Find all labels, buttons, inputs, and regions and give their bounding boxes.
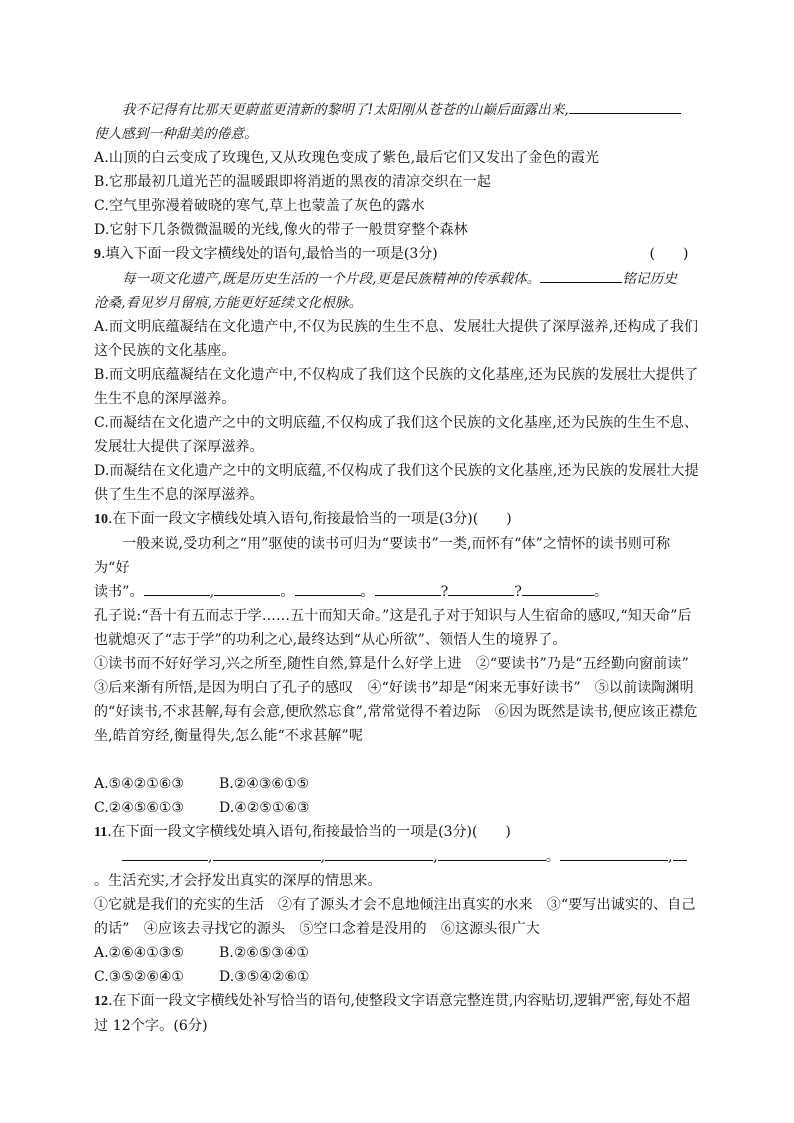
answer-blank[interactable] [214,581,280,596]
answer-blank[interactable] [375,581,441,596]
q10-stem: 10.在下面一段文字横线处填入语句,衔接最恰当的一项是(3分)( ) [94,511,512,527]
q12-stem-cont: 过 12个字。(6分) [94,1018,208,1034]
answer-blank[interactable] [673,846,687,861]
q9-stem: ( ) 9.填入下面一段文字横线处的语句,最恰当的一项是(3分) [94,242,699,267]
q8-option-a[interactable]: A.山顶的白云变成了玫瑰色,又从玫瑰色变成了紫色,最后它们又发出了金色的霞光 [94,150,600,166]
q11-options-row1 [94,941,699,965]
exam-page [94,98,699,1038]
q12-stem: 12.在下面一段文字横线处补写恰当的语句,使整段文字语意完整连贯,内容贴切,逻辑严密,每处不超 [94,993,691,1009]
q11-item-line: 的话” ④应该去寻找它的源头 ⑤空口念着是没用的 ⑥这源头很广大 [94,921,540,937]
answer-blank[interactable] [295,581,361,596]
answer-blank[interactable] [569,99,681,114]
question-number: 10 [94,512,108,527]
q11-passage-line1: , , , 。 , [94,845,699,869]
q9-passage: 每一项文化遗产,既是历史生活的一个片段,更是民族精神的传承载体。 铭记历史 [94,267,699,291]
q10-option-b[interactable]: B.②④③⑥①⑤ [219,776,310,792]
q11-option-b[interactable]: B.②⑥⑤③④① [219,945,310,961]
q10-passage-line4: 也就熄灭了“志于学”的功利之心,最终达到“从心所欲”、领悟人生的境界了。 [94,632,567,648]
answer-blank[interactable] [144,581,210,596]
q11-option-a[interactable]: A.②⑥④①③⑤ [94,945,184,961]
answer-paren[interactable]: ( ) [649,246,689,262]
q9-passage-end: 沧桑,看见岁月留痕,方能更好延续文化根脉。 [94,295,363,311]
q9-option-c[interactable]: C.而凝结在文化遗产之中的文明底蕴,不仅构成了我们这个民族的文化基座,还为民族的生生不息、 [94,415,699,431]
q9-option-c-cont: 发展壮大提供了深厚滋养。 [94,439,264,455]
q11-passage-line2: 。生活充实,才会抒发出真实的深厚的情思来。 [94,873,382,889]
q8-option-d[interactable]: D.它射下几条微微温暖的光线,像火的带子一般贯穿整个森林 [94,222,468,238]
q9-option-a-cont: 这个民族的文化基座。 [94,343,236,359]
q10-passage-line1: 一般来说,受功利之“用”驱使的读书可归为“要读书”一类,而怀有“体”之情怀的读书则可称为“好 [94,536,671,576]
answer-blank[interactable] [560,846,668,861]
q9-option-b[interactable]: B.而文明底蕴凝结在文化遗产中,不仅构成了我们这个民族的文化基座,还为民族的发展壮大提供了 [94,367,699,383]
q10-item-line: 的“好读书,不求甚解,每有会意,便欣然忘食”,常常觉得不着边际 ⑥因为既然是读书,便应该正襟危 [94,704,698,720]
q10-option-d[interactable]: D.④②⑤①⑥③ [219,800,310,816]
q11-option-d[interactable]: D.③⑤④②⑥① [219,969,310,985]
q10-item-line: ①读书而不好好学习,兴之所至,随性自然,算是什么好学上进 ②“要读书”乃是“五经勤向窗前读” [94,656,689,672]
q8-passage-end: 使人感到一种甜美的倦意。 [94,126,258,142]
q9-option-d[interactable]: D.而凝结在文化遗产之中的文明底蕴,不仅构成了我们这个民族的文化基座,还为民族的发展壮大提 [94,463,699,479]
q11-item-line: ①它就是我们的充实的生活 ②有了源头才会不息地倾注出真实的水来 ③“要写出诚实的、自己 [94,897,696,913]
q9-option-b-cont: 生生不息的深厚滋养。 [94,391,236,407]
q11-options-row2 [94,965,699,989]
answer-blank[interactable] [438,846,546,861]
q8-passage: 我不记得有比那天更蔚蓝更清新的黎明了!太阳刚从苍苍的山巅后面露出来, [94,98,699,122]
q9-option-d-cont: 供了生生不息的深厚滋养。 [94,487,264,503]
q9-option-a[interactable]: A.而文明底蕴凝结在文化遗产中,不仅为民族的生生不息、发展壮大提供了深厚滋养,还构成了我们 [94,319,699,335]
q10-item-line: 坐,皓首穷经,衡量得失,怎么能“不求甚解”呢 [94,728,363,744]
q8-option-c[interactable]: C.空气里弥漫着破晓的寒气,草上也蒙盖了灰色的露水 [94,198,425,214]
q10-options-row2 [94,796,699,820]
q10-option-c[interactable]: C.②④⑤⑥①③ [94,800,184,816]
q10-passage-line2: 读书”。 , 。 。 ? ? 。 [94,580,699,604]
q10-item-line: ③后来渐有所悟,是因为明白了孔子的感叹 ④“好读书”却是“闲来无事好读书” ⑤以前读陶渊明 [94,680,694,696]
question-number: 11 [94,825,108,840]
q10-options-row1 [94,772,699,796]
q8-option-b[interactable]: B.它那最初几道光芒的温暖跟即将消逝的黑夜的清凉交织在一起 [94,174,492,190]
question-number: 12 [94,994,108,1009]
spacer [94,748,699,772]
q11-option-c[interactable]: C.③⑤②⑥④① [94,969,184,985]
answer-blank[interactable] [213,846,321,861]
q11-stem: 11.在下面一段文字横线处填入语句,衔接最恰当的一项是(3分)( ) [94,824,511,840]
answer-blank[interactable] [325,846,433,861]
q10-passage-line3: 孔子说:“吾十有五而志于学……五十而知天命。”这是孔子对于知识与人生宿命的感叹,“知天命”后 [94,608,692,624]
answer-blank[interactable] [122,846,208,861]
question-number: 9 [94,247,101,262]
answer-blank[interactable] [522,581,594,596]
answer-blank[interactable] [540,268,622,283]
q10-option-a[interactable]: A.⑤④②①⑥③ [94,776,184,792]
answer-blank[interactable] [448,581,514,596]
